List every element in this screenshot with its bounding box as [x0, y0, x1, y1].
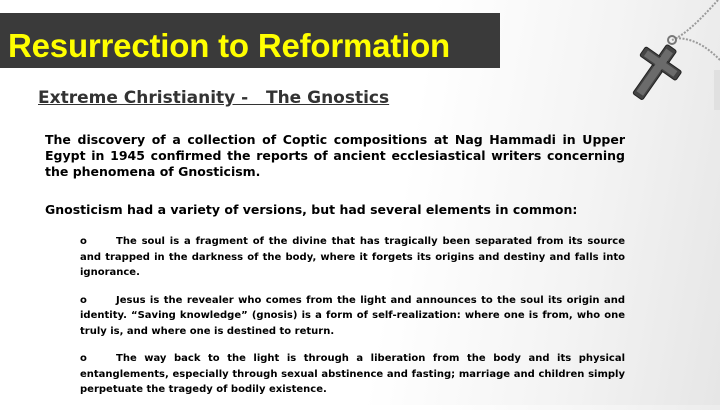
title-banner: [0, 13, 500, 68]
intro-paragraph: The discovery of a collection of Coptic compositions at Nag Hammadi in Upper Egypt in 1945 confirmed the reports of ancient ecclesiastical writers concerning the phenomena of Gnosticism.: [45, 132, 625, 179]
bullet-marker: o: [80, 236, 87, 247]
list-item: [80, 234, 625, 281]
bullet-text: The soul is a fragment of the divine that has tragically been separated from its source and trapped in the darkness of the body, where it forgets its origins and destiny and falls into ignorance.: [80, 236, 625, 278]
slide-subtitle: Extreme Christianity - The Gnostics: [38, 88, 390, 108]
bullet-text: The way back to the light is through a liberation from the body and its physical entanglements, especially through sexual abstinence and fasting; marriage and children simply perpetuate the tragedy of bodily existence.: [80, 353, 625, 395]
list-item: [80, 293, 625, 340]
slide-title: Resurrection to Reformation: [8, 27, 450, 64]
bullet-marker: o: [80, 353, 87, 364]
bullet-marker: o: [80, 294, 87, 306]
bullet-text: Jesus is the revealer who comes from the light and announces to the soul its origin and identity. “Saving knowledge” (gnosis) is a form of self-realization: where one is from, who one truly is, and where one is destined to return.: [80, 294, 625, 337]
common-elements-paragraph: Gnosticism had a variety of versions, but had several elements in common:: [45, 202, 578, 217]
bullet-list: [80, 234, 625, 410]
list-item: [80, 351, 625, 398]
cross-pendant-image: [600, 0, 720, 110]
